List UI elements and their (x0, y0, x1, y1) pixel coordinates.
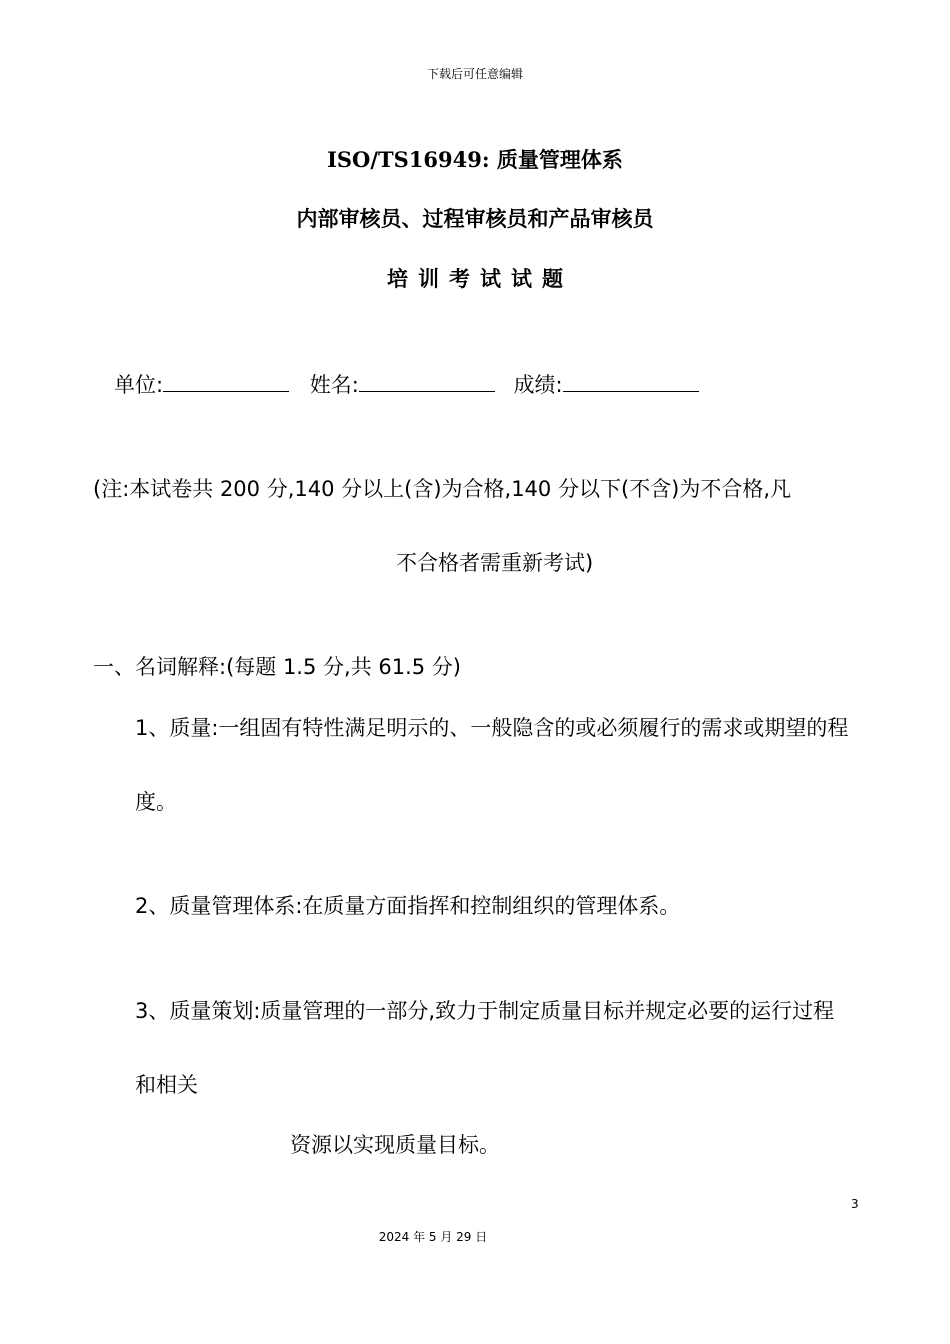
note-line-2: 不合格者需重新考试) (396, 551, 594, 575)
title-line-3: 培训考试试题 (387, 266, 573, 291)
note-line-1: (注:本试卷共 200 分,140 分以上(含)为合格,140 分以下(不含)为不合格,凡 (93, 477, 792, 501)
info-fields (114, 369, 699, 400)
footer-date: 2024 年 5 月 29 日 (378, 1230, 488, 1244)
title-line-2: 内部审核员、过程审核员和产品审核员 (296, 206, 654, 231)
name-label: 姓名: (309, 373, 359, 397)
definition-item-3-line-2: 和相关 (135, 1073, 198, 1097)
section-heading: 一、名词解释:(每题 1.5 分,共 61.5 分) (93, 655, 461, 679)
title-line-1: ISO/TS16949: 质量管理体系 (327, 147, 623, 172)
definition-item-1-line-2: 度。 (135, 790, 177, 814)
name-blank[interactable] (359, 369, 495, 392)
score-label: 成绩: (513, 373, 563, 397)
header-note: 下载后可任意编辑 (426, 67, 523, 81)
page-number: 3 (851, 1197, 859, 1211)
definition-item-1-line-1: 1、质量:一组固有特性满足明示的、一般隐含的或必须履行的需求或期望的程 (135, 716, 849, 740)
definition-item-3-line-1: 3、质量策划:质量管理的一部分,致力于制定质量目标并规定必要的运行过程 (135, 999, 835, 1023)
definition-item-2-line-1: 2、质量管理体系:在质量方面指挥和控制组织的管理体系。 (135, 894, 681, 918)
unit-label: 单位: (114, 373, 164, 397)
score-blank[interactable] (563, 369, 699, 392)
unit-blank[interactable] (163, 369, 289, 392)
definition-item-3-line-3: 资源以实现质量目标。 (290, 1133, 500, 1157)
